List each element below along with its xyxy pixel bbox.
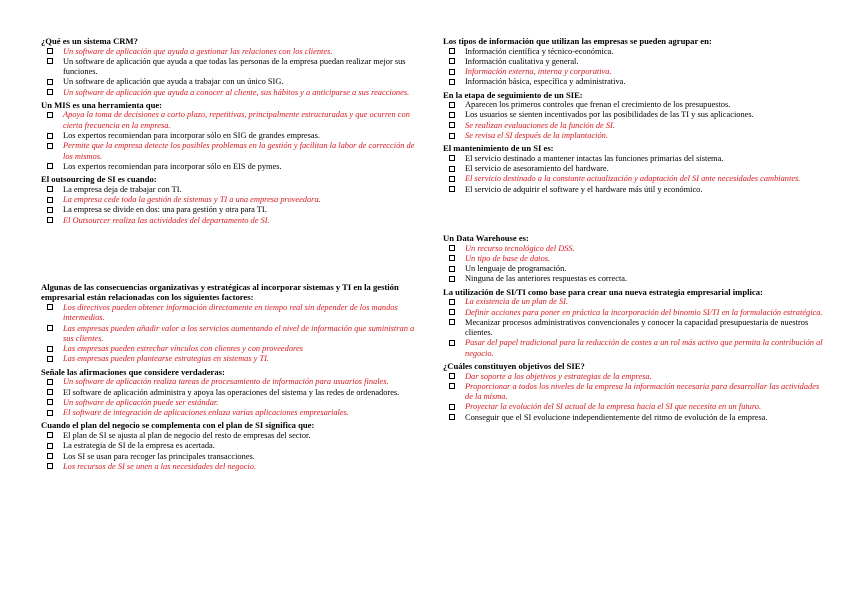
checkbox[interactable] — [47, 463, 53, 469]
question-title: Cuando el plan del negocio se complementa con el plan de SI significa que: — [41, 420, 315, 431]
answer-option-correct — [41, 324, 421, 345]
checkbox[interactable] — [449, 176, 455, 182]
answer-list — [41, 431, 421, 472]
answer-option-correct — [41, 216, 421, 226]
answer-text: Un software de aplicación que ayuda a que todas las personas de la empresa puedan realizar mejor sus funciones. — [63, 56, 406, 77]
section-spacer — [41, 228, 421, 282]
question-block — [443, 233, 825, 285]
answer-option-correct — [41, 195, 421, 205]
answer-text: Permite que la empresa detecte los posibles problemas en la gestión y facilitan la labor de corrección de los mismos. — [63, 141, 415, 161]
answer-text: Las empresas pueden plantearse estrategias en sistemas y TI. — [63, 354, 270, 364]
answer-option — [443, 164, 825, 174]
answer-text: Un tipo de base de datos. — [465, 253, 551, 263]
answer-text: La estrategia de SI de la empresa es acertada. — [63, 441, 215, 451]
question-block — [41, 420, 421, 472]
question-block — [41, 36, 421, 98]
answer-option-correct — [41, 377, 421, 387]
answer-list — [443, 47, 825, 88]
question-block — [41, 367, 421, 419]
answer-text: La empresa deja de trabajar con TI. — [63, 184, 182, 194]
question-title: En la etapa de seguimiento de un SIE: — [443, 89, 583, 100]
question-block — [41, 100, 421, 172]
checkbox[interactable] — [449, 255, 455, 261]
checkbox[interactable] — [449, 383, 455, 389]
answer-text: Un recurso tecnológico del DSS. — [465, 243, 575, 253]
answer-option — [41, 205, 421, 215]
answer-option — [41, 441, 421, 451]
checkbox[interactable] — [449, 245, 455, 251]
answer-list — [41, 185, 421, 226]
checkbox[interactable] — [449, 373, 455, 379]
answer-text: Un software de aplicación que ayuda a trabajar con un único SIG. — [63, 77, 284, 87]
checkbox[interactable] — [47, 453, 53, 459]
answer-text: Ninguna de las anteriores respuestas es correcta. — [465, 274, 628, 284]
answer-option — [443, 154, 825, 164]
answer-text: La existencia de un plan de SI. — [465, 297, 569, 307]
answer-list — [41, 377, 421, 418]
answer-text: El Outsourcer realiza las actividades del departamento de SI. — [63, 215, 270, 225]
checkbox[interactable] — [47, 356, 53, 362]
checkbox[interactable] — [47, 410, 53, 416]
checkbox[interactable] — [449, 319, 455, 325]
answer-text: Información externa, interna y corporativa. — [465, 67, 612, 77]
checkbox[interactable] — [449, 79, 455, 85]
answer-option-correct — [443, 402, 825, 412]
answer-option-correct — [443, 372, 825, 382]
question-block — [443, 36, 825, 88]
answer-option — [443, 100, 825, 110]
answer-option-correct — [443, 254, 825, 264]
answer-text: Proyectar la evolución del SI actual de la empresa hacia el SI que necesita en un futuro. — [465, 402, 762, 412]
answer-list — [443, 154, 825, 195]
answer-option — [443, 264, 825, 274]
answer-option-correct — [443, 67, 825, 77]
answer-list — [443, 372, 825, 423]
question-block — [443, 287, 825, 359]
question-title: ¿Cuáles constituyen objetivos del SIE? — [443, 361, 585, 372]
answer-text: Dar soporte a los objetivos y estrategias de la empresa. — [465, 371, 652, 381]
answer-text: Los directivos pueden obtener información directamente en tiempo real sin depender de los mandos intermedios. — [63, 302, 398, 323]
question-title: El outsourcing de SI es cuando: — [41, 174, 157, 185]
question-title: Un MIS es una herramienta que: — [41, 99, 163, 110]
question-title: El mantenimiento de un SI es: — [443, 143, 554, 154]
answer-list — [41, 110, 421, 172]
checkbox[interactable] — [449, 414, 455, 420]
answer-text: Conseguir que el SI evolucione independientemente del ritmo de evolución de la empresa. — [465, 412, 768, 422]
answer-text: El plan de SI se ajusta al plan de negocio del resto de empresas del sector. — [63, 430, 311, 440]
answer-text: Información básica, específica y administrativa. — [465, 77, 626, 87]
answer-text: Se realizan evaluaciones de la función de SI. — [465, 120, 615, 130]
checkbox[interactable] — [47, 432, 53, 438]
answer-option-correct — [41, 141, 421, 162]
answer-text: Proporcionar a todos los niveles de la empresa la información necesaria para desarrollar las actividades de la misma. — [465, 381, 820, 402]
answer-option-correct — [443, 382, 825, 403]
answer-option-correct — [443, 121, 825, 131]
checkbox[interactable] — [449, 112, 455, 118]
answer-option-correct — [41, 398, 421, 408]
answer-text: Los usuarios se sienten incentivados por las posibilidades de las TI y sus aplicaciones. — [465, 110, 754, 120]
answer-option — [41, 185, 421, 195]
answer-option — [443, 274, 825, 284]
question-block — [443, 361, 825, 423]
answer-option — [41, 77, 421, 87]
answer-text: Un software de aplicación puede ser estándar. — [63, 397, 219, 407]
checkbox[interactable] — [47, 346, 53, 352]
answer-option-correct — [443, 297, 825, 307]
answer-text: Un software de aplicación realiza tareas de procesamiento de información para usuarios finales. — [63, 377, 389, 387]
answer-text: Información científica y técnico-económica. — [465, 46, 614, 56]
answer-option-correct — [41, 344, 421, 354]
answer-text: Pasar del papel tradicional para la reducción de costes a un rol más activo que permita la contribución al negocio. — [465, 338, 823, 358]
checkbox[interactable] — [47, 399, 53, 405]
left-column — [41, 36, 421, 474]
question-title: Un Data Warehouse es: — [443, 233, 529, 244]
checkbox[interactable] — [449, 186, 455, 192]
answer-text: Definir acciones para poner en práctica la incorporación del binomio SI/TI en la formulación estratégica. — [465, 307, 823, 317]
answer-list — [41, 47, 421, 98]
checkbox[interactable] — [449, 102, 455, 108]
answer-text: Un lenguaje de programación. — [465, 264, 567, 274]
checkbox[interactable] — [449, 48, 455, 54]
checkbox[interactable] — [47, 304, 53, 310]
checkbox[interactable] — [449, 69, 455, 75]
answer-text: El servicio destinado a la constante actualización y adaptación del SI ante necesidades cambiantes. — [465, 174, 801, 184]
checkbox[interactable] — [449, 309, 455, 315]
answer-list — [443, 100, 825, 141]
question-title: Los tipos de información que utilizan las empresas se pueden agrupar en: — [443, 36, 712, 46]
answer-text: Información cualitativa y general. — [465, 56, 579, 66]
answer-option — [443, 185, 825, 195]
answer-text: Los recursos de SI se unen a las necesidades del negocio. — [63, 461, 256, 471]
question-title: Señale las afirmaciones que considere verdaderas: — [41, 366, 225, 377]
answer-text: Las empresas pueden estrechar vínculos con clientes y con proveedores — [63, 344, 303, 354]
answer-list — [41, 303, 421, 365]
checkbox[interactable] — [47, 89, 53, 95]
checkbox[interactable] — [47, 443, 53, 449]
answer-option-correct — [443, 338, 825, 359]
answer-option — [41, 57, 421, 78]
answer-text: Los expertos recomiendan para incorporar sólo en EIS de pymes. — [63, 161, 282, 171]
answer-list — [443, 297, 825, 359]
answer-text: Mecanizar procesos administrativos convencionales y conocer la capacidad presupuestaria de nuestros clientes. — [465, 317, 809, 338]
checkbox[interactable] — [449, 276, 455, 282]
question-title: ¿Qué es un sistema CRM? — [41, 36, 138, 46]
answer-option-correct — [443, 131, 825, 141]
answer-text: El servicio de asesoramiento del hardware. — [465, 164, 609, 174]
answer-option-correct — [41, 408, 421, 418]
answer-list — [443, 244, 825, 285]
answer-option-correct — [41, 110, 421, 131]
answer-text: El software de aplicación administra y apoya las operaciones del sistema y las redes de ordenadores. — [63, 387, 400, 397]
checkbox[interactable] — [449, 299, 455, 305]
checkbox[interactable] — [47, 48, 53, 54]
answer-text: La empresa cede toda la gestión de sistemas y TI a una empresa proveedora. — [63, 195, 321, 205]
answer-option — [41, 431, 421, 441]
answer-option — [41, 162, 421, 172]
checkbox[interactable] — [47, 112, 53, 118]
answer-option-correct — [443, 174, 825, 184]
answer-option — [443, 318, 825, 339]
checkbox[interactable] — [449, 155, 455, 161]
checkbox[interactable] — [449, 166, 455, 172]
answer-text: Se revisa el SI después de la implantación. — [465, 131, 608, 141]
answer-option — [443, 110, 825, 120]
answer-option — [443, 413, 825, 423]
answer-option — [443, 57, 825, 67]
checkbox[interactable] — [449, 404, 455, 410]
right-column — [443, 36, 825, 425]
answer-option-correct — [41, 47, 421, 57]
checkbox[interactable] — [449, 122, 455, 128]
checkbox[interactable] — [47, 379, 53, 385]
question-block — [41, 174, 421, 226]
checkbox[interactable] — [47, 163, 53, 169]
answer-option-correct — [41, 303, 421, 324]
question-block — [443, 90, 825, 142]
question-block — [443, 143, 825, 195]
checkbox[interactable] — [47, 143, 53, 149]
checkbox[interactable] — [449, 266, 455, 272]
answer-text: Un software de aplicación que ayuda a gestionar las relaciones con los clientes. — [63, 46, 333, 56]
checkbox[interactable] — [449, 133, 455, 139]
question-title: Algunas de las consecuencias organizativas y estratégicas al incorporar sistemas y TI en la gestión empresarial están relacionadas con los siguientes factores: — [41, 281, 399, 303]
answer-text: Las empresas pueden añadir valor a los servicios aumentando el nivel de información que suministran a sus clientes. — [63, 323, 415, 343]
answer-option-correct — [41, 88, 421, 98]
question-title: La utilización de SI/TI como base para crear una nueva estrategia empresarial implica: — [443, 286, 763, 297]
checkbox[interactable] — [47, 133, 53, 139]
answer-text: Un software de aplicación que ayuda a conocer al cliente, sus hábitos y a anticiparse a sus reacciones. — [63, 87, 410, 97]
checkbox[interactable] — [47, 197, 53, 203]
checkbox[interactable] — [47, 207, 53, 213]
answer-text: Aparecen los primeros controles que frenan el crecimiento de los presupuestos. — [465, 100, 731, 110]
answer-option — [41, 452, 421, 462]
checkbox[interactable] — [449, 340, 455, 346]
answer-text: Los SI se usan para recoger las principales transacciones. — [63, 451, 255, 461]
question-block — [41, 282, 421, 365]
answer-text: El software de integración de aplicaciones enlaza varias aplicaciones empresariales. — [63, 408, 349, 418]
answer-option-correct — [443, 308, 825, 318]
answer-option-correct — [41, 354, 421, 364]
answer-text: El servicio de adquirir el software y el hardware más útil y económico. — [465, 184, 703, 194]
checkbox[interactable] — [47, 58, 53, 64]
answer-option — [443, 47, 825, 57]
checkbox[interactable] — [47, 79, 53, 85]
answer-option — [41, 388, 421, 398]
answer-option-correct — [443, 244, 825, 254]
checkbox[interactable] — [47, 325, 53, 331]
answer-text: Los expertos recomiendan para incorporar sólo en SIG de grandes empresas. — [63, 131, 320, 141]
answer-option-correct — [41, 462, 421, 472]
answer-text: La empresa se divide en dos: una para gestión y otra para TI. — [63, 205, 267, 215]
answer-option — [443, 77, 825, 87]
answer-option — [41, 131, 421, 141]
answer-text: Apoya la toma de decisiones a corto plazo, repetitivas, principalmente estructuradas y que ocurren con cierta frecuencia en la empresa. — [63, 110, 410, 130]
checkbox[interactable] — [449, 58, 455, 64]
answer-text: El servicio destinado a mantener intactas las funciones primarias del sistema. — [465, 153, 724, 163]
checkbox[interactable] — [47, 186, 53, 192]
section-spacer — [443, 197, 825, 233]
checkbox[interactable] — [47, 389, 53, 395]
checkbox[interactable] — [47, 217, 53, 223]
